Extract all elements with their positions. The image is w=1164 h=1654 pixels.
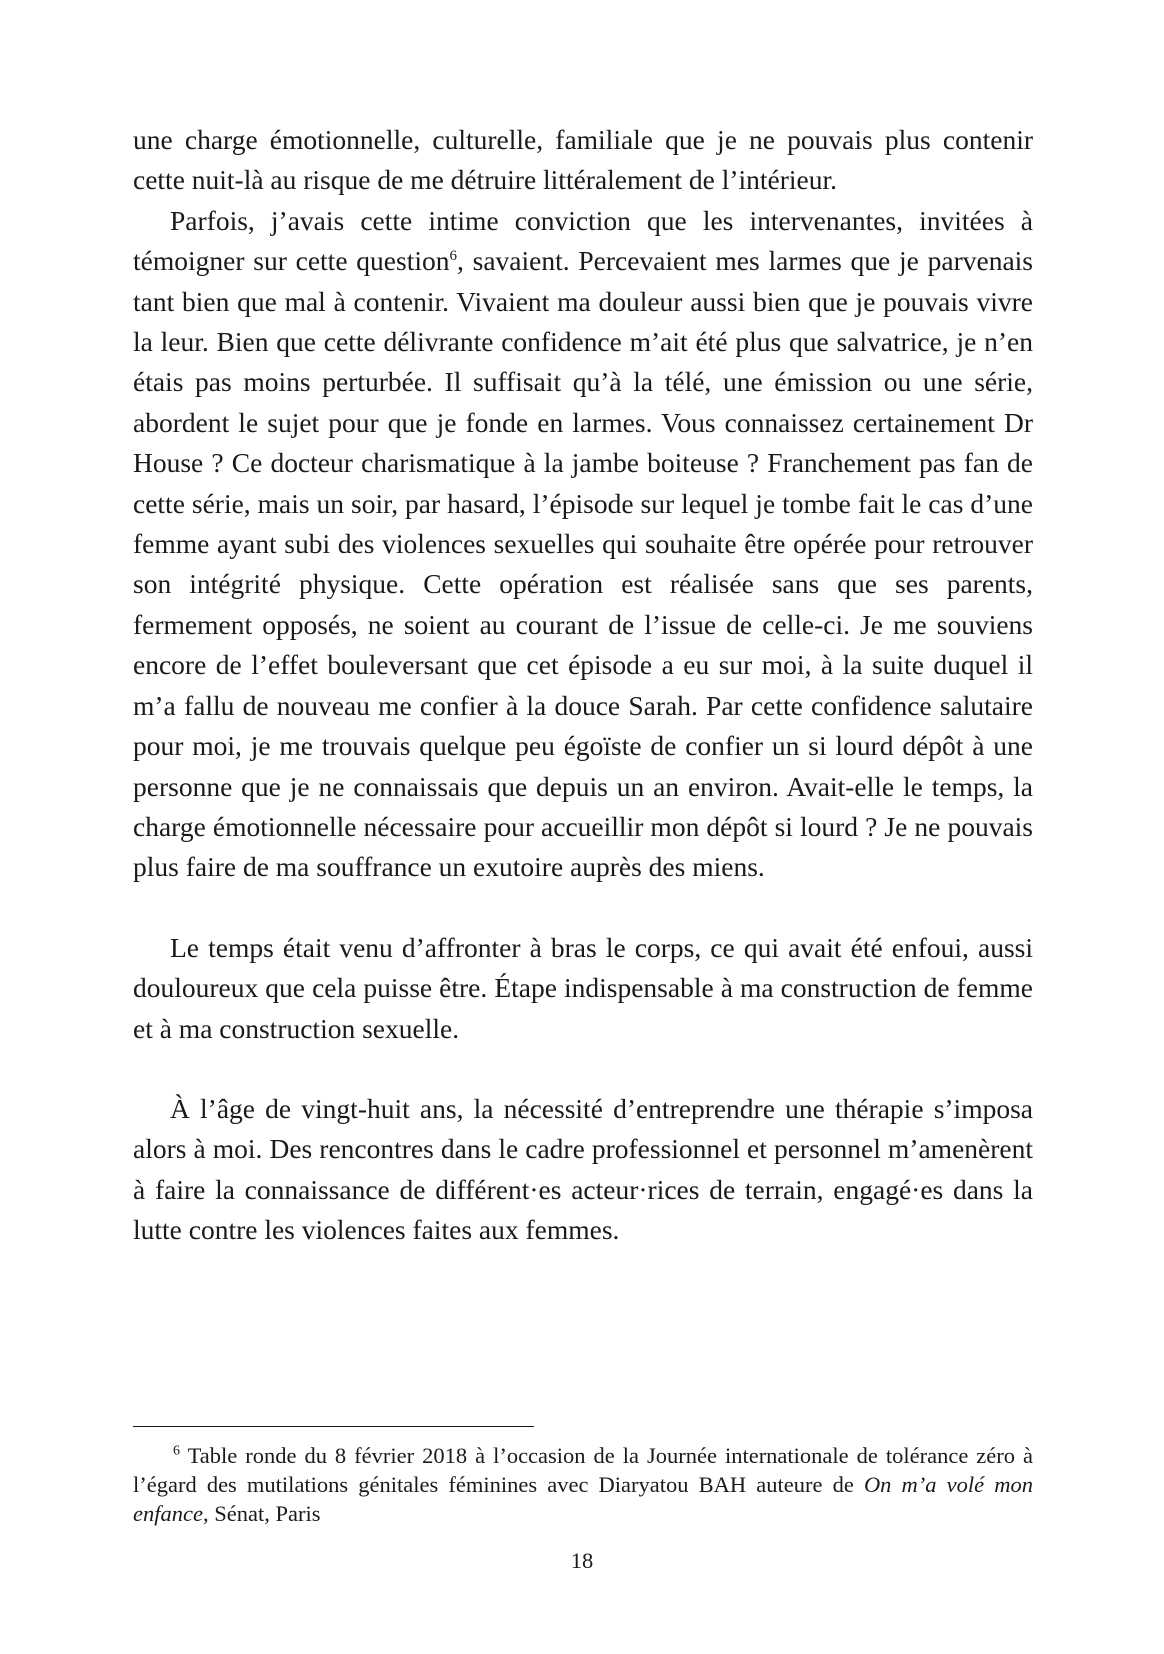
paragraph-4-text: À l’âge de vingt-huit ans, la nécessité d’entreprendre une thérapie s’imposa alors à moi. Des rencontres dans le cadre professionnel et personnel m’amenèrent à faire la connaissance de différent·es acteur·rices de terrain, engagé·es dans la lutte contre les violences faites aux femmes. (133, 1092, 1033, 1246)
paragraph-3-text: Le temps était venu d’affronter à bras le corps, ce qui avait été enfoui, aussi douloureux que cela puisse être. Étape indispensable à ma construction de femme et à ma construction sexuelle. (133, 931, 1033, 1044)
paragraph-1-text: une charge émotionnelle, culturelle, familiale que je ne pouvais plus contenir cette nuit-là au risque de me détruire littéralement de l’intérieur. (133, 124, 1033, 196)
paragraph-4 (133, 1089, 1033, 1251)
footnote-text-before: Table ronde du 8 février 2018 à l’occasion de la Journée internationale de tolérance zéro à l’égard des mutilations génitales féminines avec Diaryatou BAH auteure de (133, 1443, 1033, 1497)
footnote-number: 6 (173, 1443, 180, 1459)
paragraph-2-text-b: , savaient. Percevaient mes larmes que je parvenais tant bien que mal à contenir. Vivaient ma douleur aussi bien que je pouvais vivre la leur. Bien que cette délivrante confidence m’ait été plus que salvatrice, je n’en étais pas moins perturbée. Il suffisait qu’à la télé, une émission ou une série, abordent le sujet pour que je fonde en larmes. Vous connaissez certainement Dr House ? Ce docteur charismatique à la jambe boiteuse ? Franchement pas fan de cette série, mais un soir, par hasard, l’épisode sur lequel je tombe fait le cas d’une femme ayant subi des violences sexuelles qui souhaite être opérée pour retrouver son intégrité physique. Cette opération est réalisée sans que ses parents, fermement opposés, ne soient au courant de l’issue de celle-ci. Je me souviens encore de l’effet bouleversant que cet épisode a eu sur moi, à la suite duquel il m’a fallu de nouveau me confier à la douce Sarah. Par cette confidence salutaire pour moi, je me trouvais quelque peu égoïste de confier un si lourd dépôt à une personne que je ne connaissais que depuis un an environ. Avait-elle le temps, la charge émotionnelle nécessaire pour accueillir mon dépôt si lourd ? Je ne pouvais plus faire de ma souffrance un exutoire auprès des miens. (133, 245, 1034, 883)
page-number: 18 (570, 1548, 594, 1573)
paragraph-1 (133, 120, 1033, 201)
footnote-text-after: , Sénat, Paris (202, 1501, 321, 1526)
footnote-reference[interactable]: 6 (449, 248, 457, 265)
paragraph-2 (133, 201, 1033, 888)
page-body (133, 120, 1033, 1251)
footnote (133, 1441, 1033, 1528)
footnote-divider (133, 1426, 534, 1427)
paragraph-2-text-a: Parfois, j’avais cette intime conviction que les intervenantes, invitées à témoigner sur cette question (133, 204, 1033, 277)
paragraph-3 (133, 928, 1033, 1049)
footnote-book-title: On m’a volé mon enfance (133, 1472, 1033, 1526)
